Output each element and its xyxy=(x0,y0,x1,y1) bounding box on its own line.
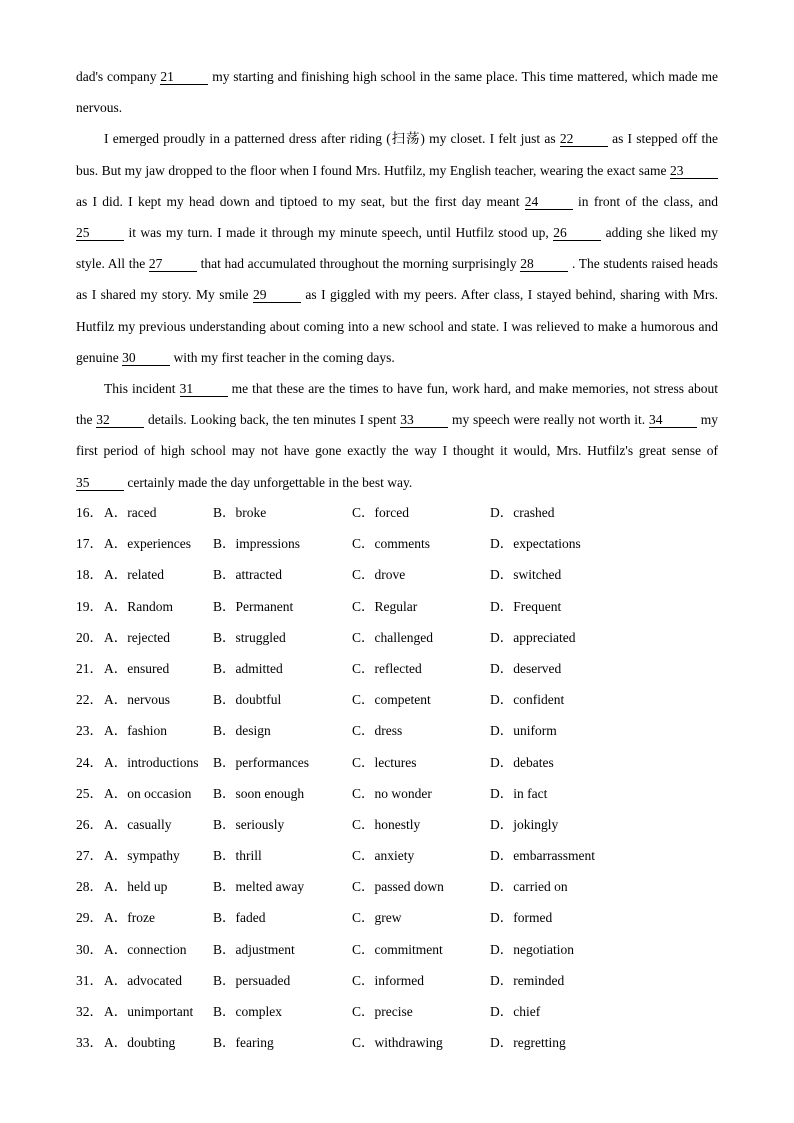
option-b xyxy=(213,528,300,559)
option-c xyxy=(352,1027,443,1058)
question-row xyxy=(76,996,736,1027)
option-letter: A． xyxy=(104,1004,128,1019)
option-letter: D． xyxy=(490,972,514,988)
option-text: deserved xyxy=(513,660,562,676)
option-text: broke xyxy=(235,505,267,520)
passage-text: with my first teacher in the coming days. xyxy=(170,349,395,365)
question-row xyxy=(76,871,736,902)
blank-27: 27 xyxy=(149,256,197,272)
option-d xyxy=(490,559,561,590)
option-text: comments xyxy=(374,536,431,552)
option-text: precise xyxy=(374,1004,413,1019)
option-b xyxy=(213,871,304,902)
passage-text: as I giggled with my peers. After class, I stayed behind, sharing with Mrs. Hutfilz my previous understanding about coming into a new school and state. I was relieved to make a humorous and genuine xyxy=(76,287,719,365)
option-text: advocated xyxy=(127,972,182,988)
option-a xyxy=(104,497,156,528)
option-letter: D． xyxy=(490,1035,514,1051)
option-text: persuaded xyxy=(235,972,291,988)
option-d xyxy=(490,528,581,559)
option-text: nervous xyxy=(127,692,170,708)
question-row xyxy=(76,715,736,746)
option-text: struggled xyxy=(235,629,286,645)
passage xyxy=(76,61,718,498)
option-letter: B． xyxy=(213,505,236,520)
option-letter: A． xyxy=(104,754,128,770)
option-text: crashed xyxy=(513,505,555,520)
option-c xyxy=(352,871,444,902)
option-text: passed down xyxy=(374,879,444,895)
option-text: rejected xyxy=(127,629,170,645)
option-letter: A． xyxy=(104,536,128,552)
option-text: ensured xyxy=(127,660,170,676)
question-row xyxy=(76,965,736,996)
question-row xyxy=(76,559,736,590)
option-letter: B． xyxy=(213,567,236,583)
option-text: seriously xyxy=(235,816,285,832)
option-b xyxy=(213,653,283,684)
option-text: dress xyxy=(374,723,403,739)
option-c xyxy=(352,840,414,871)
option-a xyxy=(104,934,186,965)
option-letter: C． xyxy=(352,879,375,895)
question-row xyxy=(76,778,736,809)
question-number: 24． xyxy=(76,754,103,770)
option-b xyxy=(213,934,295,965)
option-text: melted away xyxy=(235,879,305,895)
question-number: 18． xyxy=(76,567,103,583)
option-text: performances xyxy=(235,754,309,770)
question-number: 20． xyxy=(76,629,103,645)
option-letter: A． xyxy=(104,567,128,583)
option-letter: C． xyxy=(352,692,375,708)
option-text: held up xyxy=(127,879,168,895)
passage-text: . The students raised heads as I shared my story. My smile xyxy=(76,256,718,303)
question-number: 29． xyxy=(76,910,103,926)
option-letter: A． xyxy=(104,1035,128,1051)
passage-paragraph-1 xyxy=(76,61,718,123)
passage-text: my speech were really not worth it. xyxy=(448,412,649,428)
blank-22: 22 xyxy=(560,131,608,147)
option-text: faded xyxy=(235,910,266,926)
option-c xyxy=(352,965,424,996)
question-row xyxy=(76,497,736,528)
option-text: reflected xyxy=(374,660,422,676)
question-row xyxy=(76,934,736,965)
passage-text: dad's company xyxy=(76,69,161,84)
passage-text: certainly made the day unforgettable in the best way. xyxy=(124,474,413,490)
option-c xyxy=(352,778,432,809)
option-letter: D． xyxy=(490,848,514,864)
option-text: no wonder xyxy=(374,785,432,801)
option-d xyxy=(490,747,554,778)
option-letter: D． xyxy=(490,1004,514,1019)
question-number: 33． xyxy=(76,1035,103,1051)
option-letter: D． xyxy=(490,941,514,957)
option-text: introductions xyxy=(127,754,199,770)
option-letter: C． xyxy=(352,1035,375,1051)
option-text: chief xyxy=(513,1004,541,1019)
question-row xyxy=(76,622,736,653)
option-text: regretting xyxy=(513,1035,566,1051)
option-text: thrill xyxy=(235,848,262,864)
question-number: 30． xyxy=(76,941,103,957)
question-number: 28． xyxy=(76,879,103,895)
option-text: in fact xyxy=(513,785,548,801)
option-text: doubtful xyxy=(235,692,282,708)
option-text: carried on xyxy=(513,879,568,895)
question-number: 17． xyxy=(76,536,103,552)
option-a xyxy=(104,996,193,1027)
option-a xyxy=(104,559,164,590)
option-text: appreciated xyxy=(513,629,576,645)
option-letter: A． xyxy=(104,941,128,957)
blank-30: 30 xyxy=(122,350,170,366)
option-letter: A． xyxy=(104,505,128,520)
blank-35: 35 xyxy=(76,475,124,491)
option-a xyxy=(104,1027,175,1058)
option-a xyxy=(104,871,167,902)
option-c xyxy=(352,559,405,590)
option-text: experiences xyxy=(127,536,191,552)
option-text: connection xyxy=(127,941,187,957)
option-c xyxy=(352,996,413,1027)
option-b xyxy=(213,559,282,590)
option-text: attracted xyxy=(235,567,282,583)
option-b xyxy=(213,996,282,1027)
blank-21: 21 xyxy=(160,69,208,85)
option-text: competent xyxy=(374,692,431,708)
option-c xyxy=(352,653,422,684)
question-number: 31． xyxy=(76,972,103,988)
blank-32: 32 xyxy=(96,412,144,428)
option-text: debates xyxy=(513,754,554,770)
passage-text: This incident xyxy=(104,381,180,397)
option-d xyxy=(490,778,547,809)
option-text: related xyxy=(127,567,164,583)
option-letter: B． xyxy=(213,723,236,739)
option-d xyxy=(490,996,540,1027)
passage-text: as I stepped off the bus. But my jaw dropped to the floor when I found Mrs. Hutfilz, my English teacher, wearing the exact same xyxy=(76,131,718,178)
option-text: expectations xyxy=(513,536,581,552)
option-d xyxy=(490,622,575,653)
option-letter: B． xyxy=(213,785,236,801)
option-b xyxy=(213,1027,274,1058)
option-letter: C． xyxy=(352,941,375,957)
option-text: challenged xyxy=(374,629,433,645)
option-letter: A． xyxy=(104,879,128,895)
blank-31: 31 xyxy=(180,381,228,397)
option-letter: D． xyxy=(490,754,514,770)
option-text: admitted xyxy=(235,660,283,676)
option-text: complex xyxy=(235,1004,283,1019)
passage-text: in front of the class, and xyxy=(572,193,718,209)
option-text: casually xyxy=(127,816,172,832)
option-letter: D． xyxy=(490,723,514,739)
option-b xyxy=(213,622,286,653)
option-c xyxy=(352,715,402,746)
option-d xyxy=(490,684,564,715)
question-number: 21． xyxy=(76,660,103,676)
question-row xyxy=(76,653,736,684)
passage-text: as I did. I kept my head down and tiptoed to my seat, but the first day meant xyxy=(76,193,525,209)
option-d xyxy=(490,497,554,528)
blank-25: 25 xyxy=(76,225,124,241)
option-letter: C． xyxy=(352,910,375,926)
option-a xyxy=(104,715,167,746)
option-letter: A． xyxy=(104,598,128,614)
option-c xyxy=(352,528,430,559)
option-letter: B． xyxy=(213,692,236,708)
option-text: anxiety xyxy=(374,848,415,864)
option-text: forced xyxy=(374,505,409,520)
option-d xyxy=(490,653,561,684)
passage-text: adding she liked my style. All the xyxy=(76,225,718,272)
option-letter: C． xyxy=(352,629,375,645)
option-c xyxy=(352,747,417,778)
passage-text: it was my turn. I made it through my minute speech, until Hutfilz stood up, xyxy=(124,225,554,241)
option-text: commitment xyxy=(374,941,443,957)
option-letter: B． xyxy=(213,1035,236,1051)
option-a xyxy=(104,965,182,996)
option-letter: B． xyxy=(213,941,236,957)
option-letter: A． xyxy=(104,660,128,676)
option-b xyxy=(213,809,284,840)
option-letter: C． xyxy=(352,816,375,832)
option-letter: A． xyxy=(104,816,128,832)
option-text: negotiation xyxy=(513,941,574,957)
option-letter: D． xyxy=(490,785,514,801)
option-b xyxy=(213,965,290,996)
option-letter: D． xyxy=(490,692,514,708)
option-c xyxy=(352,622,433,653)
option-letter: B． xyxy=(213,754,236,770)
option-letter: C． xyxy=(352,660,375,676)
option-a xyxy=(104,840,180,871)
option-text: Random xyxy=(127,598,173,614)
blank-29: 29 xyxy=(253,287,301,303)
option-letter: D． xyxy=(490,879,514,895)
option-a xyxy=(104,747,199,778)
option-letter: B． xyxy=(213,816,236,832)
option-letter: C． xyxy=(352,598,375,614)
option-b xyxy=(213,497,266,528)
option-d xyxy=(490,840,595,871)
option-text: confident xyxy=(513,692,565,708)
option-text: embarrassment xyxy=(513,848,595,864)
option-letter: A． xyxy=(104,972,128,988)
option-text: grew xyxy=(374,910,402,926)
option-a xyxy=(104,809,171,840)
blank-34: 34 xyxy=(649,412,697,428)
option-letter: D． xyxy=(490,629,514,645)
option-text: lectures xyxy=(374,754,417,770)
option-letter: C． xyxy=(352,785,375,801)
option-text: Frequent xyxy=(513,598,562,614)
passage-text: I emerged proudly in a patterned dress after riding (扫荡) my closet. I felt just as xyxy=(104,131,560,147)
option-letter: D． xyxy=(490,660,514,676)
passage-text: that had accumulated throughout the morning surprisingly xyxy=(196,256,521,272)
option-c xyxy=(352,902,402,933)
option-letter: C． xyxy=(352,723,375,739)
option-text: reminded xyxy=(513,972,565,988)
option-d xyxy=(490,934,574,965)
option-d xyxy=(490,871,568,902)
question-row xyxy=(76,902,736,933)
passage-text: my starting and finishing high school in the same place. This time mattered, which made me nervous. xyxy=(76,69,718,116)
option-c xyxy=(352,684,431,715)
option-text: formed xyxy=(513,910,553,926)
option-text: switched xyxy=(513,567,562,583)
option-letter: C． xyxy=(352,1004,375,1019)
option-c xyxy=(352,934,443,965)
option-letter: A． xyxy=(104,629,128,645)
option-text: unimportant xyxy=(127,1004,194,1019)
option-text: uniform xyxy=(513,723,557,739)
question-number: 26． xyxy=(76,816,103,832)
question-row xyxy=(76,809,736,840)
option-letter: D． xyxy=(490,598,514,614)
option-text: drove xyxy=(374,567,406,583)
option-letter: B． xyxy=(213,1004,236,1019)
question-number: 27． xyxy=(76,848,103,864)
option-letter: B． xyxy=(213,660,236,676)
option-d xyxy=(490,902,552,933)
option-a xyxy=(104,902,155,933)
question-row xyxy=(76,591,736,622)
option-letter: B． xyxy=(213,910,236,926)
blank-23: 23 xyxy=(670,163,718,179)
option-letter: A． xyxy=(104,692,128,708)
question-row xyxy=(76,747,736,778)
option-text: froze xyxy=(127,910,155,926)
option-letter: B． xyxy=(213,598,236,614)
question-row xyxy=(76,1027,736,1058)
blank-26: 26 xyxy=(553,225,601,241)
passage-text: me that these are the times to have fun, work hard, and make memories, not stress about the xyxy=(76,381,718,428)
option-letter: D． xyxy=(490,567,514,583)
question-number: 22． xyxy=(76,692,103,708)
question-row xyxy=(76,684,736,715)
option-text: Regular xyxy=(374,598,418,614)
option-letter: A． xyxy=(104,723,128,739)
option-a xyxy=(104,778,191,809)
option-letter: B． xyxy=(213,536,236,552)
option-letter: A． xyxy=(104,910,128,926)
question-number: 32． xyxy=(76,1004,103,1019)
option-d xyxy=(490,809,558,840)
question-number: 19． xyxy=(76,598,103,614)
option-text: sympathy xyxy=(127,848,180,864)
option-text: Permanent xyxy=(235,598,294,614)
option-d xyxy=(490,965,564,996)
option-b xyxy=(213,778,304,809)
option-letter: C． xyxy=(352,536,375,552)
question-number: 25． xyxy=(76,785,103,801)
option-text: design xyxy=(235,723,271,739)
option-letter: C． xyxy=(352,754,375,770)
option-a xyxy=(104,591,173,622)
option-letter: C． xyxy=(352,972,375,988)
option-text: jokingly xyxy=(513,816,559,832)
option-letter: B． xyxy=(213,879,236,895)
passage-text: my first period of high school may not have gone exactly the way I thought it would, Mrs. Hutfilz's great sense of xyxy=(76,412,718,459)
option-b xyxy=(213,747,309,778)
option-c xyxy=(352,809,420,840)
blank-28: 28 xyxy=(520,256,568,272)
passage-paragraph-2 xyxy=(76,123,718,373)
option-letter: D． xyxy=(490,536,514,552)
option-text: raced xyxy=(127,505,157,520)
option-b xyxy=(213,684,281,715)
option-b xyxy=(213,715,271,746)
option-letter: C． xyxy=(352,505,375,520)
option-text: on occasion xyxy=(127,785,192,801)
option-text: soon enough xyxy=(235,785,305,801)
option-a xyxy=(104,684,170,715)
option-b xyxy=(213,902,266,933)
option-letter: C． xyxy=(352,848,375,864)
option-letter: B． xyxy=(213,629,236,645)
blank-24: 24 xyxy=(525,194,573,210)
option-text: fashion xyxy=(127,723,167,739)
option-letter: B． xyxy=(213,848,236,864)
passage-paragraph-3 xyxy=(76,373,718,498)
option-letter: B． xyxy=(213,972,236,988)
option-text: doubting xyxy=(127,1035,176,1051)
blank-33: 33 xyxy=(400,412,448,428)
option-c xyxy=(352,497,409,528)
option-text: withdrawing xyxy=(374,1035,443,1051)
option-letter: D． xyxy=(490,816,514,832)
question-number: 23． xyxy=(76,723,103,739)
option-d xyxy=(490,715,557,746)
option-d xyxy=(490,1027,566,1058)
option-text: impressions xyxy=(235,536,301,552)
option-letter: A． xyxy=(104,785,128,801)
option-letter: A． xyxy=(104,848,128,864)
option-text: adjustment xyxy=(235,941,295,957)
option-c xyxy=(352,591,417,622)
option-letter: C． xyxy=(352,567,375,583)
option-b xyxy=(213,840,262,871)
question-row xyxy=(76,528,736,559)
option-text: fearing xyxy=(235,1035,274,1051)
passage-text: details. Looking back, the ten minutes I spent xyxy=(144,412,401,428)
option-letter: D． xyxy=(490,505,514,520)
option-a xyxy=(104,622,170,653)
option-text: informed xyxy=(374,972,425,988)
question-row xyxy=(76,840,736,871)
option-a xyxy=(104,528,191,559)
option-letter: D． xyxy=(490,910,514,926)
option-a xyxy=(104,653,169,684)
option-b xyxy=(213,591,293,622)
option-d xyxy=(490,591,561,622)
question-number: 16． xyxy=(76,505,103,520)
option-text: honestly xyxy=(374,816,421,832)
answer-options xyxy=(76,497,736,1058)
